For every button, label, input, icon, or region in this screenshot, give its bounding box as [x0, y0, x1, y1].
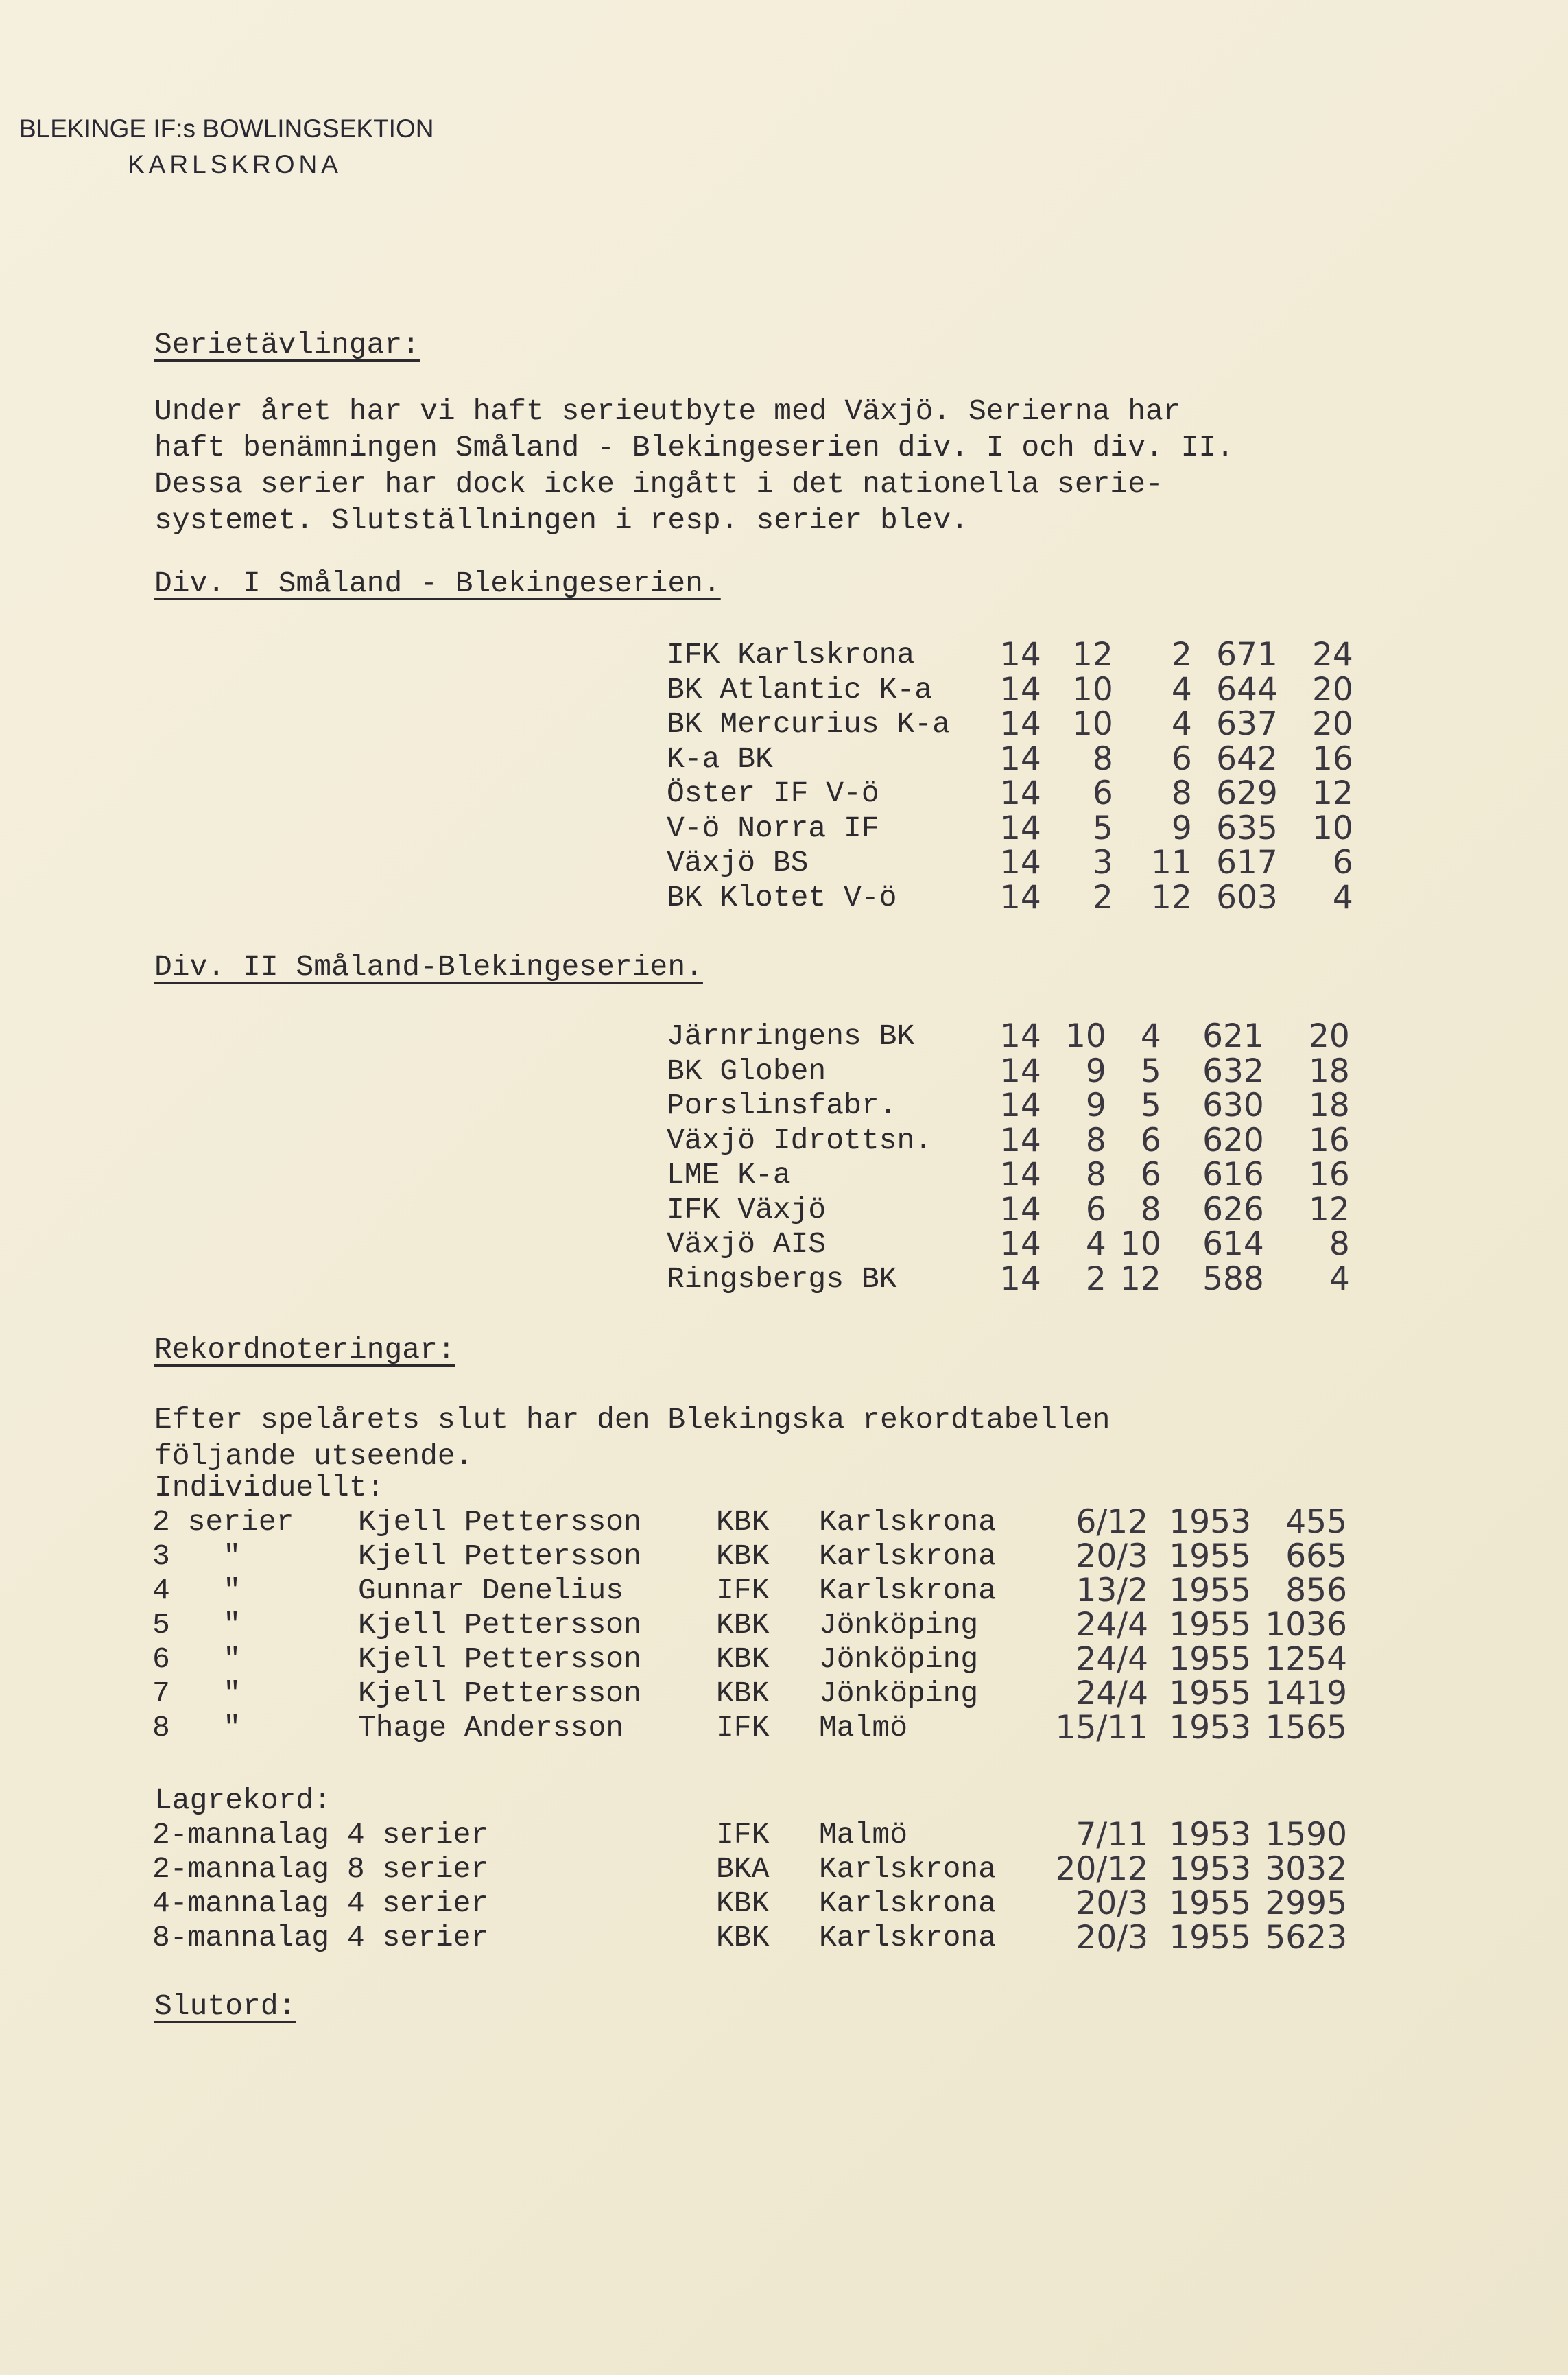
cell-year: 1955: [1169, 1675, 1251, 1712]
cell-l: 2: [1171, 636, 1192, 674]
cell-club: KBK: [716, 1642, 770, 1676]
cell-city: Malmö: [819, 1711, 908, 1745]
letterhead-city: KARLSKRONA: [128, 150, 342, 178]
table-row: [152, 1852, 1347, 1887]
cell-s: 671: [1216, 636, 1278, 674]
cell-p: 14: [1000, 1052, 1041, 1090]
cell-l: 8: [1171, 775, 1192, 812]
cell-l: 12: [1120, 1260, 1161, 1298]
cell-series: 3 ": [152, 1539, 241, 1573]
cell-pts: 10: [1312, 809, 1353, 847]
cell-l: 4: [1171, 670, 1192, 709]
cell-date: 6/12: [1076, 1503, 1148, 1541]
cell-desc: 8-mannalag 4 serier: [152, 1921, 489, 1954]
cell-name: Kjell Pettersson: [358, 1642, 641, 1676]
table-row: [152, 1887, 1347, 1921]
rekord-heading: Rekordnoteringar:: [154, 1333, 455, 1367]
cell-p: 14: [1000, 1017, 1041, 1055]
cell-s: 614: [1202, 1225, 1264, 1263]
lagrekord-label: Lagrekord:: [154, 1784, 332, 1817]
cell-w: 8: [1092, 740, 1113, 778]
table-row: [667, 777, 1353, 812]
cell-p: 14: [1000, 1225, 1041, 1263]
cell-s: 626: [1202, 1190, 1264, 1229]
cell-name: Kjell Pettersson: [358, 1608, 641, 1642]
cell-score: 856: [1285, 1572, 1347, 1609]
paragraph-line: haft benämningen Småland - Blekingeserien div. I och div. II.: [154, 431, 1235, 464]
cell-team: Växjö AIS: [667, 1227, 827, 1261]
cell-year: 1955: [1169, 1606, 1251, 1644]
paragraph-line: Dessa serier har dock icke ingått i det nationella serie-: [154, 467, 1163, 501]
cell-name: Kjell Pettersson: [358, 1677, 641, 1710]
cell-score: 1036: [1265, 1606, 1347, 1644]
cell-series: 5 ": [152, 1608, 241, 1642]
cell-date: 13/2: [1076, 1572, 1148, 1609]
cell-pts: 8: [1329, 1225, 1350, 1263]
cell-s: 635: [1216, 809, 1278, 847]
cell-score: 2995: [1265, 1884, 1347, 1922]
cell-score: 665: [1285, 1537, 1347, 1575]
cell-s: 617: [1216, 844, 1278, 882]
cell-l: 11: [1151, 844, 1192, 882]
div1-standings-table: [667, 638, 1353, 915]
cell-p: 14: [1000, 740, 1041, 778]
cell-club: IFK: [716, 1818, 770, 1852]
cell-year: 1953: [1169, 1709, 1251, 1747]
cell-name: Gunnar Denelius: [358, 1574, 624, 1607]
cell-desc: 4-mannalag 4 serier: [152, 1887, 489, 1920]
cell-l: 10: [1120, 1225, 1161, 1263]
cell-date: 20/3: [1076, 1919, 1148, 1957]
cell-series: 8 ": [152, 1711, 241, 1745]
table-row: [667, 1054, 1350, 1089]
cell-team: Järnringens BK: [667, 1019, 915, 1053]
cell-s: 637: [1216, 705, 1278, 743]
cell-pts: 16: [1309, 1156, 1350, 1194]
table-row: [667, 812, 1353, 847]
cell-series: 6 ": [152, 1642, 241, 1676]
individuellt-label: Individuellt:: [154, 1471, 385, 1504]
cell-team: Växjö BS: [667, 846, 809, 879]
individual-records-table: [152, 1505, 1347, 1745]
cell-w: 12: [1072, 636, 1113, 674]
cell-score: 1419: [1265, 1675, 1347, 1712]
cell-city: Karlskrona: [819, 1505, 997, 1539]
cell-l: 12: [1151, 878, 1192, 917]
cell-team: IFK Karlskrona: [667, 638, 915, 672]
cell-name: Kjell Pettersson: [358, 1539, 641, 1573]
cell-year: 1955: [1169, 1572, 1251, 1609]
cell-team: Ringsbergs BK: [667, 1262, 897, 1296]
table-row: [667, 638, 1353, 673]
cell-date: 24/4: [1076, 1675, 1148, 1712]
cell-w: 5: [1092, 809, 1113, 847]
cell-pts: 20: [1312, 670, 1353, 709]
cell-score: 455: [1285, 1503, 1347, 1541]
cell-p: 14: [1000, 1190, 1041, 1229]
table-row: [667, 1158, 1350, 1193]
cell-pts: 18: [1309, 1052, 1350, 1090]
cell-name: Kjell Pettersson: [358, 1505, 641, 1539]
cell-team: BK Mercurius K-a: [667, 707, 950, 741]
table-row: [152, 1608, 1347, 1642]
cell-s: 632: [1202, 1052, 1264, 1090]
cell-pts: 4: [1332, 878, 1353, 917]
cell-team: BK Globen: [667, 1054, 827, 1088]
table-row: [667, 707, 1353, 742]
cell-team: IFK Växjö: [667, 1192, 827, 1227]
div1-heading: Div. I Småland - Blekingeserien.: [154, 567, 721, 600]
cell-s: 620: [1202, 1121, 1264, 1159]
cell-p: 14: [1000, 844, 1041, 882]
letterhead: [19, 111, 433, 182]
cell-p: 14: [1000, 1260, 1041, 1298]
cell-w: 10: [1072, 670, 1113, 709]
paragraph-line: följande utseende.: [154, 1439, 473, 1473]
cell-p: 14: [1000, 1156, 1041, 1194]
div2-standings-table: [667, 1019, 1350, 1297]
cell-team: K-a BK: [667, 742, 773, 776]
cell-series: 2 serier: [152, 1505, 294, 1539]
cell-w: 2: [1092, 878, 1113, 917]
cell-w: 4: [1085, 1225, 1106, 1263]
cell-w: 9: [1085, 1052, 1106, 1090]
cell-date: 15/11: [1055, 1709, 1148, 1747]
cell-s: 621: [1202, 1017, 1264, 1055]
cell-pts: 20: [1309, 1017, 1350, 1055]
cell-year: 1955: [1169, 1919, 1251, 1957]
table-row: [152, 1818, 1347, 1852]
cell-s: 630: [1202, 1087, 1264, 1124]
cell-date: 20/3: [1076, 1537, 1148, 1575]
cell-team: LME K-a: [667, 1158, 791, 1192]
table-row: [667, 1262, 1350, 1297]
cell-club: KBK: [716, 1921, 770, 1954]
cell-w: 9: [1085, 1087, 1106, 1124]
table-row: [667, 846, 1353, 881]
cell-w: 3: [1092, 844, 1113, 882]
cell-score: 1254: [1265, 1640, 1347, 1678]
cell-s: 642: [1216, 740, 1278, 778]
table-row: [667, 1089, 1350, 1124]
table-row: [152, 1677, 1347, 1711]
cell-pts: 12: [1309, 1190, 1350, 1229]
cell-l: 4: [1140, 1017, 1161, 1055]
cell-pts: 12: [1312, 775, 1353, 812]
div2-heading: Div. II Småland-Blekingeserien.: [154, 950, 703, 984]
cell-w: 10: [1065, 1017, 1106, 1055]
table-row: [152, 1574, 1347, 1608]
table-row: [152, 1539, 1347, 1574]
cell-desc: 2-mannalag 4 serier: [152, 1818, 489, 1852]
cell-l: 4: [1171, 705, 1192, 743]
table-row: [667, 1227, 1350, 1262]
cell-pts: 16: [1309, 1121, 1350, 1159]
cell-city: Jönköping: [819, 1608, 979, 1642]
cell-s: 603: [1216, 878, 1278, 917]
cell-p: 14: [1000, 878, 1041, 917]
cell-series: 7 ": [152, 1677, 241, 1710]
cell-city: Jönköping: [819, 1677, 979, 1710]
cell-city: Karlskrona: [819, 1574, 997, 1607]
cell-score: 5623: [1265, 1919, 1347, 1957]
table-row: [667, 1019, 1350, 1054]
cell-city: Karlskrona: [819, 1852, 997, 1886]
table-row: [667, 1193, 1350, 1228]
cell-score: 3032: [1265, 1850, 1347, 1888]
paragraph-line: Under året har vi haft serieutbyte med Växjö. Serierna har: [154, 394, 1181, 428]
cell-p: 14: [1000, 775, 1041, 812]
cell-club: IFK: [716, 1574, 770, 1607]
cell-club: BKA: [716, 1852, 770, 1886]
cell-pts: 18: [1309, 1087, 1350, 1124]
cell-pts: 4: [1329, 1260, 1350, 1298]
cell-pts: 16: [1312, 740, 1353, 778]
cell-club: KBK: [716, 1539, 770, 1573]
team-records-table: [152, 1818, 1347, 1955]
table-row: [152, 1711, 1347, 1745]
cell-p: 14: [1000, 670, 1041, 709]
cell-l: 9: [1171, 809, 1192, 847]
cell-s: 588: [1202, 1260, 1264, 1298]
cell-year: 1953: [1169, 1503, 1251, 1541]
cell-date: 20/12: [1055, 1850, 1148, 1888]
cell-pts: 20: [1312, 705, 1353, 743]
cell-p: 14: [1000, 1087, 1041, 1124]
cell-club: KBK: [716, 1505, 770, 1539]
cell-city: Jönköping: [819, 1642, 979, 1676]
cell-club: IFK: [716, 1711, 770, 1745]
cell-year: 1955: [1169, 1884, 1251, 1922]
cell-date: 24/4: [1076, 1640, 1148, 1678]
cell-w: 8: [1085, 1121, 1106, 1159]
cell-team: BK Atlantic K-a: [667, 672, 933, 707]
cell-s: 629: [1216, 775, 1278, 812]
letterhead-org: BLEKINGE IF:s BOWLINGSEKTION: [19, 115, 434, 143]
cell-w: 10: [1072, 705, 1113, 743]
cell-p: 14: [1000, 705, 1041, 743]
paragraph-line: Efter spelårets slut har den Blekingska rekordtabellen: [154, 1403, 1110, 1437]
cell-pts: 6: [1332, 844, 1353, 882]
cell-desc: 2-mannalag 8 serier: [152, 1852, 489, 1886]
table-row: [667, 742, 1353, 777]
cell-name: Thage Andersson: [358, 1711, 624, 1745]
cell-score: 1590: [1265, 1816, 1347, 1854]
cell-p: 14: [1000, 636, 1041, 674]
slutord-heading: Slutord:: [154, 1989, 296, 2023]
cell-team: Öster IF V-ö: [667, 777, 879, 810]
cell-team: BK Klotet V-ö: [667, 880, 897, 914]
cell-l: 6: [1140, 1121, 1161, 1159]
serietavlingar-paragraph: [154, 393, 1234, 539]
cell-w: 6: [1092, 775, 1113, 812]
cell-l: 5: [1140, 1052, 1161, 1090]
cell-p: 14: [1000, 809, 1041, 847]
cell-city: Karlskrona: [819, 1539, 997, 1573]
cell-city: Karlskrona: [819, 1921, 997, 1954]
cell-team: Växjö Idrottsn.: [667, 1123, 933, 1157]
cell-l: 6: [1171, 740, 1192, 778]
cell-year: 1953: [1169, 1816, 1251, 1854]
cell-s: 644: [1216, 670, 1278, 709]
cell-s: 616: [1202, 1156, 1264, 1194]
table-row: [152, 1505, 1347, 1539]
cell-team: V-ö Norra IF: [667, 811, 879, 845]
table-row: [667, 673, 1353, 708]
cell-date: 20/3: [1076, 1884, 1148, 1922]
cell-p: 14: [1000, 1121, 1041, 1159]
cell-year: 1955: [1169, 1537, 1251, 1575]
cell-date: 7/11: [1076, 1816, 1148, 1854]
cell-city: Malmö: [819, 1818, 908, 1852]
cell-city: Karlskrona: [819, 1887, 997, 1920]
cell-w: 2: [1085, 1260, 1106, 1298]
cell-score: 1565: [1265, 1709, 1347, 1747]
cell-date: 24/4: [1076, 1606, 1148, 1644]
cell-series: 4 ": [152, 1574, 241, 1607]
table-row: [667, 881, 1353, 916]
serietavlingar-heading: Serietävlingar:: [154, 328, 420, 362]
cell-w: 8: [1085, 1156, 1106, 1194]
cell-pts: 24: [1312, 636, 1353, 674]
table-row: [667, 1124, 1350, 1159]
cell-w: 6: [1085, 1190, 1106, 1229]
cell-l: 5: [1140, 1087, 1161, 1124]
cell-club: KBK: [716, 1608, 770, 1642]
cell-club: KBK: [716, 1677, 770, 1710]
cell-l: 6: [1140, 1156, 1161, 1194]
cell-year: 1953: [1169, 1850, 1251, 1888]
rekord-paragraph: [154, 1402, 1110, 1474]
paragraph-line: systemet. Slutställningen i resp. serier blev.: [154, 504, 969, 537]
table-row: [152, 1921, 1347, 1955]
cell-year: 1955: [1169, 1640, 1251, 1678]
cell-l: 8: [1140, 1190, 1161, 1229]
cell-club: KBK: [716, 1887, 770, 1920]
cell-team: Porslinsfabr.: [667, 1089, 897, 1122]
table-row: [152, 1642, 1347, 1677]
